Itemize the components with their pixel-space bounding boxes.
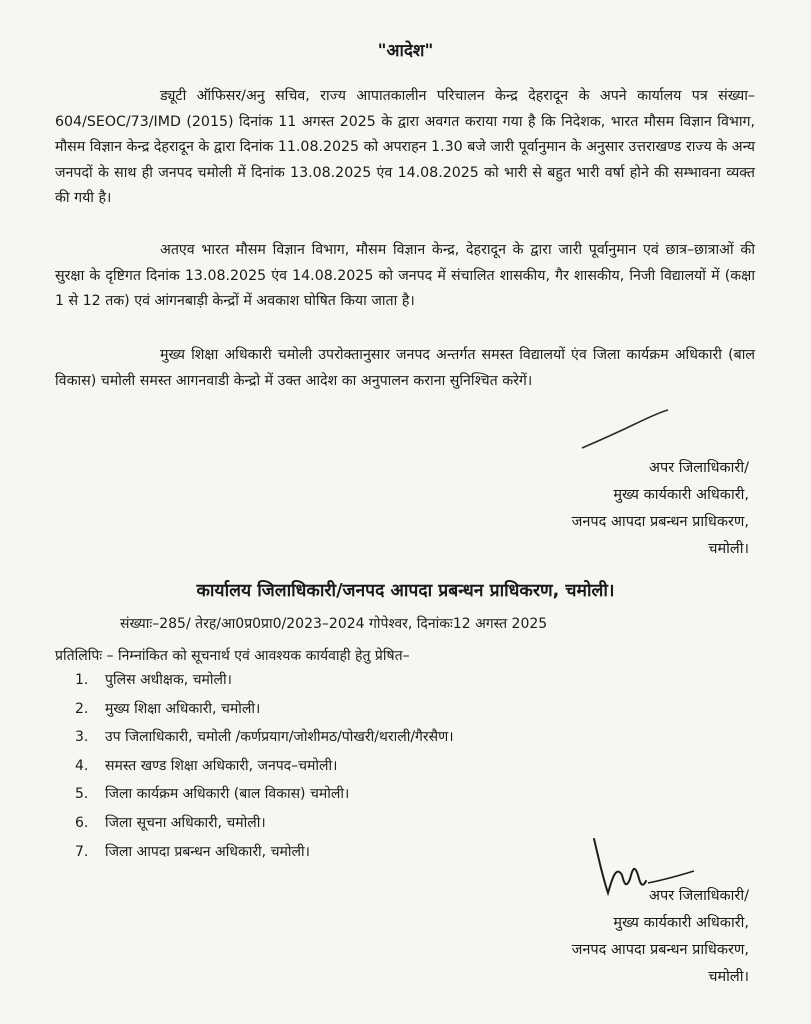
item-number: 1. — [75, 672, 89, 688]
item-text: पुलिस अधीक्षक, चमोली। — [105, 672, 232, 688]
signature-mark-icon — [580, 408, 670, 453]
list-item — [75, 666, 454, 695]
signature-block-2 — [572, 883, 749, 991]
copy-recipient-list — [75, 666, 454, 866]
paragraph-text: मुख्य शिक्षा अधिकारी चमोली उपरोक्तानुसार जनपद अन्तर्गत समस्त विद्यालयों एंव जिला कार्यक्रम अधिकारी (बाल विकास) चमोली समस्त आगनवाडी केन्द्रो में उक्त आदेश का अनुपालन कराना सुनिश्चित करेगें। — [55, 347, 755, 389]
reference-line: संख्याः–285/ तेरह/आ0प्र0प्रा0/2023–2024 गोपेश्वर, दिनांकः12 अगस्त 2025 — [120, 616, 548, 632]
signatory-place: चमोली। — [708, 969, 749, 985]
item-text: समस्त खण्ड शिक्षा अधिकारी, जनपद–चमोली। — [105, 757, 338, 774]
item-number: 6. — [75, 814, 89, 831]
list-item — [75, 838, 454, 867]
paragraph-text: अतएव भारत मौसम विज्ञान विभाग, मौसम विज्ञान केन्द्र, देहरादून के द्वारा जारी पूर्वानुमान एवं छात्र–छात्राओं की सुरक्षा के दृष्टिगत दिनांक 13.08.2025 एंव 14.08.2025 को जनपद में संचालित शासकीय, गैर शासकीय, निजी विद्यालयों में (कक्षा 1 से 12 तक) एवं आंगनबाड़ी केन्द्रों में अवकाश घोषित किया जाता है। — [55, 242, 755, 309]
item-text: जिला आपदा प्रबन्धन अधिकारी, चमोली। — [105, 843, 310, 860]
list-item — [75, 695, 454, 724]
list-item — [75, 752, 454, 781]
item-number: 3. — [75, 729, 89, 746]
order-heading: "आदेश" — [377, 41, 434, 61]
office-title: कार्यालय जिलाधिकारी/जनपद आपदा प्रबन्धन प्राधिकरण, चमोली। — [196, 581, 615, 601]
list-item — [75, 780, 454, 809]
list-item — [75, 809, 454, 838]
signature-block-1 — [572, 455, 749, 563]
copy-intro: प्रतिलिपिः – निम्नांकित को सूचनार्थ एवं आवश्यक कार्यवाही हेतु प्रेषित– — [55, 648, 410, 664]
item-text: जिला कार्यक्रम अधिकारी (बाल विकास) चमोली। — [105, 786, 350, 803]
signatory-authority: जनपद आपदा प्रबन्धन प्राधिकरण, — [571, 514, 749, 530]
paragraph-text: ड्यूटी ऑफिसर/अनु सचिव, राज्य आपातकालीन परिचालन केन्द्र देहरादून के अपने कार्यालय पत्र संख्या–604/SEOC/73/IMD (2015) दिनांक 11 अगस्त 2025 के द्वारा अवगत कराया गया है कि निदेशक, भारत मौसम विज्ञान विभाग, मौसम विज्ञान केन्द्र देहरादून के द्वारा दिनांक 11.08.2025 को अपराहन 1.30 बजे जारी पूर्वानुमान के अनुसार उत्तराखण्ड राज्य के अन्य जनपदों के साथ ही जनपद चमोली में दिनांक 13.08.2025 एंव 14.08.2025 को भारी से बहुत भारी वर्षा होने की सम्भावना व्यक्त की गयी है। — [55, 88, 755, 206]
signatory-place: चमोली। — [708, 541, 749, 557]
signatory-role: मुख्य कार्यकारी अधिकारी, — [613, 487, 749, 503]
list-item — [75, 723, 454, 752]
item-number: 4. — [75, 757, 89, 774]
item-number: 2. — [75, 700, 89, 717]
item-number: 5. — [75, 786, 89, 803]
order-paragraph-1 — [55, 84, 755, 212]
item-number: 7. — [75, 843, 89, 860]
order-paragraph-2 — [55, 238, 755, 315]
item-text: मुख्य शिक्षा अधिकारी, चमोली। — [105, 700, 261, 717]
signatory-designation: अपर जिलाधिकारी/ — [648, 888, 749, 904]
signatory-authority: जनपद आपदा प्रबन्धन प्राधिकरण, — [571, 942, 749, 958]
item-text: जिला सूचना अधिकारी, चमोली। — [105, 814, 266, 831]
order-paragraph-3 — [55, 343, 755, 394]
signatory-role: मुख्य कार्यकारी अधिकारी, — [613, 915, 749, 931]
item-text: उप जिलाधिकारी, चमोली /कर्णप्रयाग/जोशीमठ/पोखरी/थराली/गैरसैण। — [105, 729, 454, 746]
signatory-designation: अपर जिलाधिकारी/ — [648, 460, 749, 476]
